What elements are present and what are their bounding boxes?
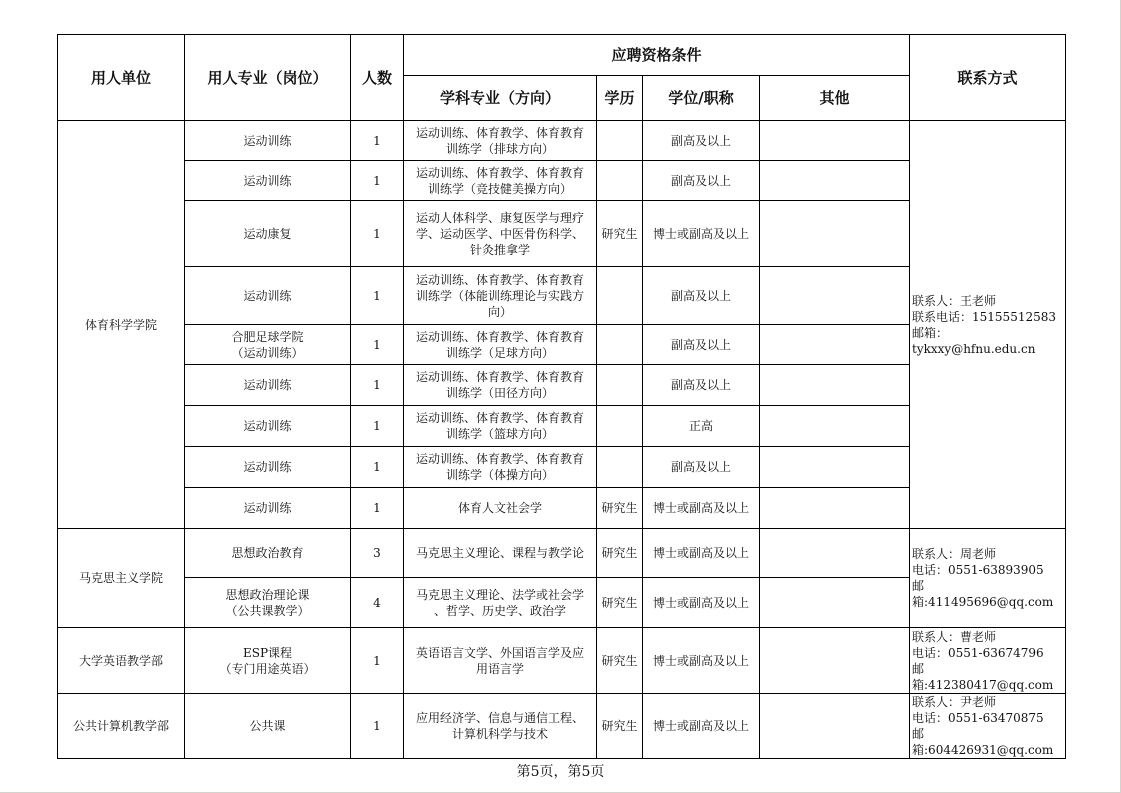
text-line: 运动训练	[243, 173, 292, 188]
post-cell	[185, 161, 351, 201]
other-cell	[760, 578, 910, 628]
text-line: 运动训练、体育教学、体育教育	[415, 165, 584, 180]
text-line: 运动训练、体育教学、体育教育	[415, 411, 584, 425]
contact-cell	[910, 628, 1066, 694]
header-education: 学历	[597, 76, 643, 121]
post-cell	[185, 578, 351, 628]
text-line: 思想政治理论课	[225, 587, 310, 602]
count-cell: 1	[351, 447, 404, 488]
education-cell	[597, 447, 643, 488]
header-degree: 学位/职称	[643, 76, 760, 121]
text-line: 马克思主义理论、法学或社会学	[415, 587, 584, 602]
education-cell	[597, 267, 643, 325]
other-cell	[760, 325, 910, 365]
count-cell: 1	[351, 201, 404, 267]
post-cell	[185, 488, 351, 529]
text-line: 针灸推拿学	[469, 242, 530, 257]
header-other: 其他	[760, 76, 910, 121]
post-cell	[185, 529, 351, 578]
education-cell: 研究生	[597, 488, 643, 529]
post-cell	[185, 201, 351, 267]
education-cell: 研究生	[597, 201, 643, 267]
count-cell: 4	[351, 578, 404, 628]
text-line: 训练学（体能训练理论与实践方	[415, 288, 584, 303]
table-body	[58, 121, 1066, 759]
text-line: （运动训练）	[231, 345, 304, 360]
contact-line: 联系人：曹老师	[912, 629, 997, 644]
table-row	[58, 529, 1066, 578]
header-unit: 用人单位	[58, 35, 185, 121]
other-cell	[760, 529, 910, 578]
subject-cell	[404, 201, 597, 267]
other-cell	[760, 406, 910, 447]
text-line: 思想政治教育	[231, 546, 304, 560]
subject-cell	[404, 161, 597, 201]
other-cell	[760, 447, 910, 488]
degree-cell: 博士或副高及以上	[643, 201, 760, 267]
unit-cell: 体育科学学院	[58, 121, 185, 529]
text-line: ESP课程	[242, 645, 293, 660]
count-cell: 1	[351, 267, 404, 325]
degree-cell: 博士或副高及以上	[643, 578, 760, 628]
post-cell	[185, 267, 351, 325]
unit-cell: 大学英语教学部	[58, 628, 185, 694]
text-line: 英语语言文学、外国语言学及应	[415, 645, 584, 660]
text-line: 向）	[487, 304, 512, 319]
text-line: 公共课	[249, 719, 286, 733]
text-line: 应用经济学、信息与通信工程、	[415, 711, 584, 725]
text-line: 马克思主义理论、课程与教学论	[415, 546, 584, 560]
other-cell	[760, 488, 910, 529]
education-cell: 研究生	[597, 529, 643, 578]
count-cell: 3	[351, 529, 404, 578]
education-cell	[597, 365, 643, 406]
contact-line: 电话：0551-63893905	[912, 563, 1044, 577]
education-cell	[597, 121, 643, 161]
other-cell	[760, 121, 910, 161]
contact-line: 电话：0551-63674796	[912, 645, 1044, 660]
post-cell	[185, 694, 351, 759]
subject-cell	[404, 325, 597, 365]
degree-cell: 博士或副高及以上	[643, 628, 760, 694]
other-cell	[760, 201, 910, 267]
header-count: 人数	[351, 35, 404, 121]
count-cell: 1	[351, 406, 404, 447]
count-cell: 1	[351, 161, 404, 201]
text-line: 运动康复	[243, 226, 292, 241]
contact-line: 联系人：王老师	[912, 293, 997, 308]
post-cell	[185, 325, 351, 365]
contact-line: 联系人：周老师	[912, 547, 997, 561]
other-cell	[760, 694, 910, 759]
contact-line: 邮箱：tykxxy@hfnu.edu.cn	[912, 325, 1036, 356]
text-line: 运动训练、体育教学、体育教育	[415, 125, 584, 140]
education-cell	[597, 161, 643, 201]
subject-cell	[404, 628, 597, 694]
text-line: 训练学（篮球方向）	[445, 427, 554, 441]
recruitment-table	[57, 34, 1066, 759]
text-line: 运动训练	[243, 419, 292, 433]
table-row	[58, 121, 1066, 161]
subject-cell	[404, 694, 597, 759]
degree-cell: 副高及以上	[643, 325, 760, 365]
subject-cell	[404, 488, 597, 529]
contact-cell	[910, 529, 1066, 628]
degree-cell: 正高	[643, 406, 760, 447]
text-line: 运动训练、体育教学、体育教育	[415, 452, 584, 466]
degree-cell: 副高及以上	[643, 447, 760, 488]
header-contact: 联系方式	[910, 35, 1066, 121]
post-cell	[185, 628, 351, 694]
text-line: 合肥足球学院	[231, 329, 304, 344]
education-cell: 研究生	[597, 578, 643, 628]
count-cell: 1	[351, 694, 404, 759]
count-cell: 1	[351, 365, 404, 406]
education-cell	[597, 406, 643, 447]
text-line: 用语言学	[475, 661, 524, 676]
degree-cell: 副高及以上	[643, 161, 760, 201]
text-line: （公共课教学）	[225, 603, 310, 618]
contact-cell	[910, 694, 1066, 759]
education-cell: 研究生	[597, 694, 643, 759]
text-line: 运动训练、体育教学、体育教育	[415, 329, 584, 344]
subject-cell	[404, 267, 597, 325]
post-cell	[185, 365, 351, 406]
degree-cell: 博士或副高及以上	[643, 529, 760, 578]
text-line: 计算机科学与技术	[451, 727, 548, 741]
text-line: 运动训练	[243, 460, 292, 474]
count-cell: 1	[351, 325, 404, 365]
text-line: 训练学（体操方向）	[445, 468, 554, 482]
contact-line: 邮箱:411495696@qq.com	[912, 579, 1054, 609]
text-line: 运动训练、体育教学、体育教育	[415, 272, 584, 287]
count-cell: 1	[351, 488, 404, 529]
header-conditions: 应聘资格条件	[404, 35, 910, 76]
contact-line: 邮箱:412380417@qq.com	[912, 661, 1054, 692]
post-cell	[185, 121, 351, 161]
subject-cell	[404, 406, 597, 447]
text-line: 学、运动医学、中医骨伤科学、	[415, 226, 584, 241]
other-cell	[760, 267, 910, 325]
text-line: 运动人体科学、康复医学与理疗	[415, 210, 584, 225]
post-cell	[185, 406, 351, 447]
text-line: 运动训练、体育教学、体育教育	[415, 370, 584, 384]
education-cell: 研究生	[597, 628, 643, 694]
degree-cell: 副高及以上	[643, 121, 760, 161]
contact-line: 电话：0551-63470875	[912, 711, 1044, 725]
contact-cell	[910, 121, 1066, 529]
degree-cell: 副高及以上	[643, 365, 760, 406]
table-row	[58, 628, 1066, 694]
text-line: 运动训练	[243, 501, 292, 515]
header-subject: 学科专业（方向）	[404, 76, 597, 121]
text-line: 训练学（足球方向）	[445, 345, 554, 360]
text-line: （专门用途英语）	[219, 661, 316, 676]
post-cell	[185, 447, 351, 488]
text-line: 运动训练	[243, 288, 292, 303]
text-line: 训练学（排球方向）	[445, 141, 554, 156]
count-cell: 1	[351, 628, 404, 694]
subject-cell	[404, 447, 597, 488]
page-footer: 第5页，第5页	[516, 764, 605, 780]
contact-line: 联系人：尹老师	[912, 695, 997, 709]
count-cell: 1	[351, 121, 404, 161]
unit-cell: 马克思主义学院	[58, 529, 185, 628]
subject-cell	[404, 121, 597, 161]
other-cell	[760, 628, 910, 694]
other-cell	[760, 365, 910, 406]
degree-cell: 博士或副高及以上	[643, 488, 760, 529]
education-cell	[597, 325, 643, 365]
unit-cell: 公共计算机教学部	[58, 694, 185, 759]
text-line: 体育人文社会学	[457, 501, 542, 515]
text-line: 训练学（竞技健美操方向）	[427, 181, 572, 196]
contact-line: 联系电话：15155512583	[912, 309, 1056, 324]
degree-cell: 副高及以上	[643, 267, 760, 325]
other-cell	[760, 161, 910, 201]
subject-cell	[404, 529, 597, 578]
contact-line: 邮箱:604426931@qq.com	[912, 727, 1054, 757]
degree-cell: 博士或副高及以上	[643, 694, 760, 759]
header-specialty: 用人专业（岗位）	[185, 35, 351, 121]
table-row	[58, 694, 1066, 759]
text-line: 运动训练	[243, 133, 292, 148]
subject-cell	[404, 365, 597, 406]
text-line: 、哲学、历史学、政治学	[433, 603, 566, 618]
text-line: 训练学（田径方向）	[445, 386, 554, 400]
subject-cell	[404, 578, 597, 628]
text-line: 运动训练	[243, 378, 292, 392]
